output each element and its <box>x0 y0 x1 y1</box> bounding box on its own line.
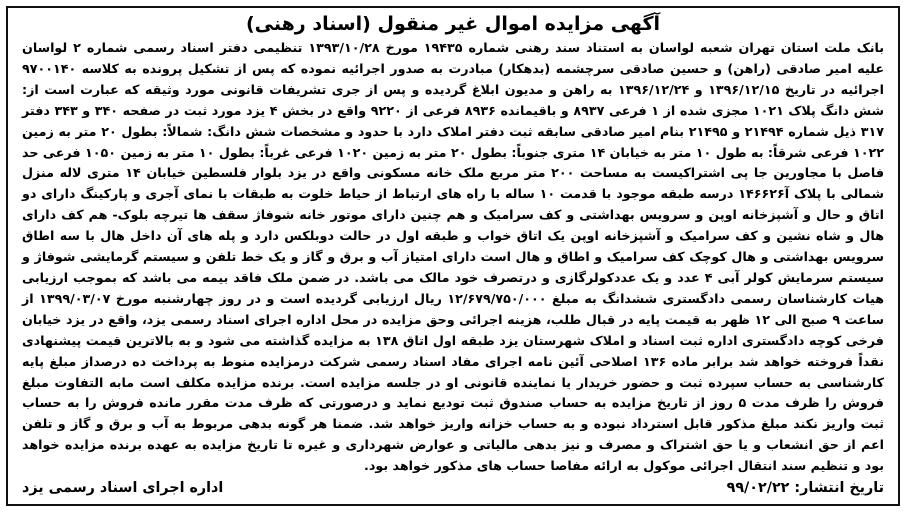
publish-label: تاریخ انتشار: <box>794 480 884 497</box>
issuer: اداره اجرای اسناد رسمی یزد <box>22 480 224 497</box>
notice-title: آگهی مزایده اموال غیر منقول (اسناد رهنی) <box>245 13 661 35</box>
publish-info <box>727 477 884 499</box>
auction-notice <box>6 6 900 506</box>
notice-body: بانک ملت استان تهران شعبه لواسان به استناد سند رهنی شماره ۱۹۴۳۵ مورخ ۱۳۹۳/۱۰/۲۸ تنظیمی دفتر اسناد رسمی شماره ۲ لواسان علیه امیر صادقی (راهن) و حسین صادقی سرچشمه (بدهکار) مبادرت به صدور اجرائیه نموده که پس از تشکیل پرونده به کلاسه ۹۷۰۰۱۴۰ اجرائیه در تاریخ ۱۳۹۶/۱۲/۱۵ و ۱۳۹۶/۱۲/۲۴ به راهن و مدیون ابلاغ گردیده و پس از جری تشریفات قانونی مورد وثیقه که عبارت است از: شش دانگ پلاک ۱۰۲۱ مجزی شده از ۱ فرعی ۸۹۳۷ و باقیمانده ۸۹۳۶ فرعی از ۹۲۲۰ واقع در بخش ۴ یزد مورد ثبت در صفحه ۳۴۰ و ۳۴۳ دفتر ۳۱۷ ذیل شماره ۲۱۴۹۴ و ۲۱۴۹۵ بنام امیر صادقی سابقه ثبت دفتر املاک دارد با حدود و مشخصات شش دانگ: شمالاً: بطول ۲۰ متر به زمین ۱۰۲۲ فرعی شرقاً: به طول ۱۰ متر به خیابان ۱۴ متری جنوباً: بطول ۲۰ متر به زمین ۱۰۲۰ فرعی غرباً: بطول ۱۰ متر به زمین ۱۰۵۰ فرعی حد فاصل با مجاورین جا پی اشتراکیست به مساحت ۲۰۰ متر مربع ملک خانه مسکونی واقع در یزد بلوار فلسطین خیابان ۱۴ متری لاله منزل شمالی با پلاک آ۱۴۶۶۲۶ درسه طبقه موجود با قدمت ۱۰ ساله با راه های ارتباط از حیاط خلوت به طبقات با نمای آجری و پارکینگ دارای دو اتاق و حال و آشپزخانه اوپن و سرویس بهداشتی و کف سرامیک و هم چنین دارای موتور خانه شوفاژ سقف ها تیرچه بلوک- هم کف دارای هال و شاه نشین و کف سرامیک و آشپزخانه اوپن یک اتاق خواب و طبقه اول در حالت دوبلکس دارد و پله های آن داخل هال با سه اطاق سرویس بهداشتی و هال کوچک کف سرامیک و اطاق و هال است دارای امتیاز آب و برق و گاز و یک خط تلفن و سیستم گرمایشی شوفاژ و سیستم سرمایش کولر آبی ۴ عدد و یک عددکولرگازی و درتصرف خود مالک می باشد. در ضمن ملک فاقد بیمه می باشد که بموجب ارزیابی هیات کارشناسان رسمی دادگستری ششدانگ به مبلغ ۱۲/۶۷۹/۷۵۰/۰۰۰ ریال ارزیابی گردیده است و در روز چهارشنبه مورخ ۱۳۹۹/۰۳/۰۷ از ساعت ۹ صبح الی ۱۲ ظهر به قیمت پایه در قبال طلب، هزینه اجرائی وحق مزایده در محل اداره اجرای اسناد رسمی یزد، واقع در یزد خیابان فرخی کوچه دادگستری اداره ثبت اسناد و املاک شهرستان یزد طبقه اول اتاق ۱۳۸ به مزایده گذاشته می شود و به بالاترین قیمت پیشنهادی نقداً فروخته خواهد شد برابر ماده ۱۳۶ اصلاحی آئین نامه اجرای مفاد اسناد رسمی شرکت درمزایده منوط به پرداخت ده درصداز مبلغ پایه کارشناسی به حساب سپرده ثبت و حضور خریدار یا نماینده قانونی او در جلسه مزایده است. برنده مزایده مکلف است مابه التفاوت مبلغ فروش را ظرف مدت ۵ روز از تاریخ مزایده به حساب صندوق ثبت تودیع نماید و درصورتی که ظرف مدت مقرر مانده فروش را به حساب ثبت واریز نکند مبلغ مذکور قابل استرداد نبوده و به حساب خزانه واریز خواهد شد. ضمنا هر گونه بدهی مربوط به آب و برق و گاز و تلفن اعم از حق انشعاب و یا حق اشتراک و مصرف و نیز بدهی مالیاتی و عوارض شهرداری و غیره تا تاریخ مزایده به عهده برنده مزایده خواهد بود و تنظیم سند انتقال اجرائی موکول به ارائه مفاصا حساب های مذکور خواهد بود. <box>22 40 885 474</box>
notice-footer <box>22 477 884 499</box>
publish-date: ۹۹/۰۲/۲۲ <box>726 480 790 497</box>
